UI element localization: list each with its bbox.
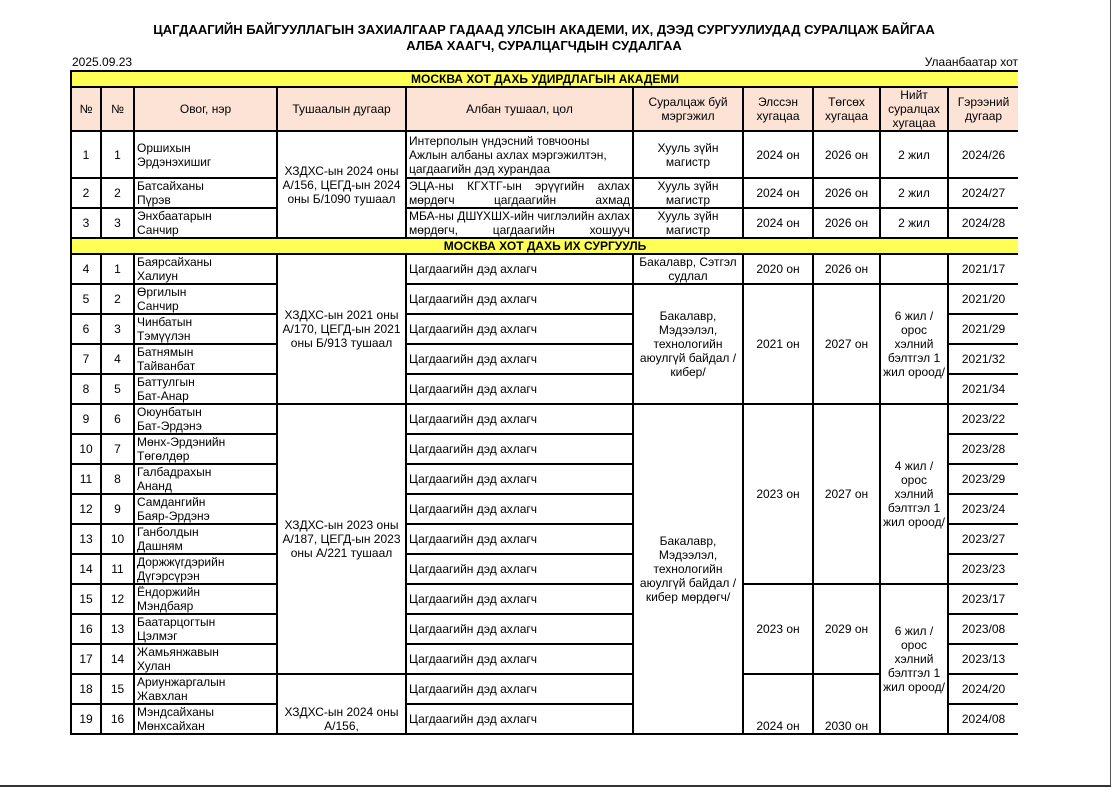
document-title: ЦАГДААГИЙН БАЙГУУЛЛАГЫН ЗАХИАЛГААР ГАДААД УЛСЫН АКАДЕМИ, ИХ, ДЭЭД СУРГУУЛИУДАД СУРАЛЦАЖ БАЙГАА АЛБА ХААГЧ, СУРАЛЦАГЧДЫН СУДАЛГАА [153,22,935,53]
row-number: 4 [71,254,101,284]
name-surname: Баттулгын [137,375,195,389]
row-number: 16 [71,614,101,644]
name-name: Хулан [137,659,171,673]
name-surname: Энхбаатарын [137,209,212,223]
column-header: Гэрээний дугаар [948,87,1018,131]
order-cell: ХЗДХС-ын 2023 оны А/187, ЦЕГД-ын 2023 оны А/221 тушаал [277,404,406,674]
section-title: МОСКВА ХОТ ДАХЬ ИХ СУРГУУЛЬ [71,238,1018,254]
table-row [71,178,1018,208]
name-surname: Доржжүгдэрийн [137,555,225,569]
name-cell [134,434,277,464]
name-cell [134,704,277,734]
name-cell [134,284,277,314]
position-cell: Цагдаагийн дэд ахлагч [406,254,633,284]
major-cell: Бакалавр, Сэтгэл судлал [633,254,743,284]
row-index: 16 [101,704,134,734]
contract-cell: 2023/24 [948,494,1018,524]
start-cell: 2024 он [743,674,813,734]
name-name: Цэлмэг [137,629,178,643]
end-cell: 2026 он [813,254,880,284]
name-name: Дүгэрсүрэн [137,569,200,583]
position-cell: Цагдаагийн дэд ахлагч [406,554,633,584]
column-header: Тушаалын дугаар [277,87,406,131]
row-index: 5 [101,374,134,404]
start-cell: 2024 он [743,178,813,208]
contract-cell: 2023/29 [948,464,1018,494]
row-number: 14 [71,554,101,584]
contract-cell: 2021/34 [948,374,1018,404]
end-cell: 2026 он [813,131,880,178]
major-cell: Бакалавр, Мэдээлэл, технологийн аюулгүй байдал /кибер/ [633,284,743,404]
position-cell: Цагдаагийн дэд ахлагч [406,464,633,494]
contract-cell: 2023/23 [948,554,1018,584]
row-number: 6 [71,314,101,344]
major-cell: Бакалавр, Мэдээлэл, технологийн аюулгүй байдал /кибер мөрдөгч/ [633,404,743,734]
row-number: 3 [71,208,101,238]
table-row [71,131,1018,178]
position-cell: Цагдаагийн дэд ахлагч [406,314,633,344]
name-surname: Ёндоржийн [137,585,201,599]
row-index: 12 [101,584,134,614]
column-header: Овог, нэр [134,87,277,131]
contract-cell: 2024/20 [948,674,1018,704]
major-cell: Хууль зүйн магистр [633,178,743,208]
name-surname: Оршихын [137,140,191,155]
contract-cell: 2023/08 [948,614,1018,644]
name-name: Дашням [137,539,183,553]
row-number: 18 [71,674,101,704]
position-cell: Цагдаагийн дэд ахлагч [406,494,633,524]
section-title: МОСКВА ХОТ ДАХЬ УДИРДЛАГЫН АКАДЕМИ [71,71,1018,87]
row-number: 15 [71,584,101,614]
end-cell: 2027 он [813,284,880,404]
start-cell: 2021 он [743,284,813,404]
name-surname: Баярсайханы [137,255,212,269]
name-name: Санчир [137,299,179,313]
row-number: 19 [71,704,101,734]
row-index: 14 [101,644,134,674]
column-header: Элссэн хугацаа [743,87,813,131]
row-index: 9 [101,494,134,524]
position-cell: МБА-ны ДШҮХШХ-ийн чиглэлийн ахлах мөрдөгч, цагдаагийн хошууч [406,208,633,238]
contract-cell: 2024/27 [948,178,1018,208]
contract-cell: 2023/28 [948,434,1018,464]
header-row [71,87,1018,131]
row-index: 2 [101,284,134,314]
row-index: 15 [101,674,134,704]
name-cell [134,554,277,584]
row-number: 8 [71,374,101,404]
row-index: 6 [101,404,134,434]
start-cell: 2024 он [743,131,813,178]
table-row [71,254,1018,284]
position-cell: Цагдаагийн дэд ахлагч [406,374,633,404]
column-header: Нийт суралцах хугацаа [880,87,948,131]
row-number: 12 [71,494,101,524]
row-index: 11 [101,554,134,584]
position-cell: Цагдаагийн дэд ахлагч [406,674,633,704]
row-index: 2 [101,178,134,208]
row-index: 10 [101,524,134,554]
start-cell: 2023 он [743,404,813,584]
row-index: 1 [101,254,134,284]
name-name: Тайванбат [137,359,196,373]
row-number: 17 [71,644,101,674]
name-name: Жавхлан [137,689,188,703]
name-surname: Батсайханы [137,179,204,193]
name-surname: Оюунбатын [137,405,202,419]
start-cell: 2024 он [743,208,813,238]
end-cell: 2027 он [813,404,880,584]
major-cell: Хууль зүйн магистр [633,131,743,178]
contract-cell: 2023/13 [948,644,1018,674]
position-cell: Цагдаагийн дэд ахлагч [406,524,633,554]
section-band [71,238,1018,254]
duration-cell: 2 жил [880,178,948,208]
end-cell: 2026 он [813,178,880,208]
contract-cell: 2021/17 [948,254,1018,284]
name-name: Мэндбаяр [137,599,194,613]
row-number: 9 [71,404,101,434]
name-surname: Жамьянжавын [137,645,219,659]
name-cell [134,524,277,554]
name-surname: Чинбатын [137,315,193,329]
table-row [71,284,1018,314]
contract-cell: 2021/32 [948,344,1018,374]
duration-cell: 6 жил /орос хэлний бэлтгэл 1 жил ороод/ [880,284,948,404]
column-header: № [71,87,101,131]
duration-cell: 2 жил [880,131,948,178]
position-cell: Цагдаагийн дэд ахлагч [406,404,633,434]
name-surname: Самдангийн [137,495,206,509]
duration-cell: 4 жил /орос хэлний бэлтгэл 1 жил ороод/ [880,404,948,584]
start-cell: 2020 он [743,254,813,284]
position-cell: Цагдаагийн дэд ахлагч [406,704,633,734]
name-name: Мөнхсайхан [137,719,205,733]
name-surname: Батнямын [137,345,194,359]
table-row [71,404,1018,434]
name-cell [134,614,277,644]
name-cell [134,674,277,704]
end-cell: 2026 он [813,208,880,238]
contract-cell: 2023/27 [948,524,1018,554]
table-row [71,674,1018,704]
end-cell: 2029 он [813,584,880,674]
name-name: Санчир [137,223,179,237]
duration-cell: 2 жил [880,208,948,238]
column-header: Төгсөх хугацаа [813,87,880,131]
row-index: 7 [101,434,134,464]
row-number: 1 [71,131,101,178]
name-surname: Ганболдын [137,525,199,539]
row-index: 8 [101,464,134,494]
row-number: 11 [71,464,101,494]
name-cell [134,178,277,208]
document-date: 2025.09.23 [72,55,133,69]
end-cell: 2030 он [813,674,880,734]
major-cell: Хууль зүйн магистр [633,208,743,238]
contract-cell: 2023/17 [948,584,1018,614]
order-cell: ХЗДХС-ын 2021 оны А/170, ЦЕГД-ын 2021 оны Б/913 тушаал [277,254,406,404]
row-number: 13 [71,524,101,554]
name-name: Тэмүүлэн [137,329,191,343]
name-name: Бат-Эрдэнэ [137,419,202,433]
position-cell: Цагдаагийн дэд ахлагч [406,434,633,464]
name-cell [134,344,277,374]
position-cell: Цагдаагийн дэд ахлагч [406,614,633,644]
name-name: Эрдэнэхишиг [137,154,212,169]
name-surname: Баатарцогтын [137,615,216,629]
name-cell [134,404,277,434]
row-index: 4 [101,344,134,374]
contract-cell: 2024/08 [948,704,1018,734]
contract-cell: 2024/26 [948,131,1018,178]
position-cell: Интерполын үндэсний товчооны Ажлын албаны ахлах мэргэжилтэн, цагдаагийн дэд хурандаа [406,131,633,178]
order-cell: ХЗДХС-ын 2024 оны А/156, ЦЕГД-ын 2024 оны Б/1090 тушаал [277,131,406,238]
table-row [71,208,1018,238]
row-number: 5 [71,284,101,314]
contract-cell: 2021/20 [948,284,1018,314]
contract-cell: 2024/28 [948,208,1018,238]
row-index: 3 [101,314,134,344]
name-name: Пүрэв [137,193,171,207]
position-cell: Цагдаагийн дэд ахлагч [406,284,633,314]
name-name: Төгөлдөр [137,449,190,463]
name-surname: Галбадрахын [137,465,212,479]
column-header: № [101,87,134,131]
position-cell: Цагдаагийн дэд ахлагч [406,644,633,674]
row-number: 7 [71,344,101,374]
row-number: 10 [71,434,101,464]
section-band [71,71,1018,87]
column-header: Албан тушаал, цол [406,87,633,131]
name-cell [134,254,277,284]
position-cell: ЭЦА-ны КГХТГ-ын эрүүгийн ахлах мөрдөгч цагдаагийн ахмад [406,178,633,208]
name-surname: Өргилын [137,285,187,299]
order-cell: ХЗДХС-ын 2024 оны А/156, [277,674,406,734]
name-surname: Мөнх-Эрдэнийн [137,435,226,449]
duration-cell: 6 жил /орос хэлний бэлтгэл 1 жил ороод/ [880,584,948,734]
name-cell [134,494,277,524]
start-cell: 2023 он [743,584,813,674]
document-city: Улаанбаатар хот [924,55,1018,69]
row-number: 2 [71,178,101,208]
row-index: 13 [101,614,134,644]
position-cell: Цагдаагийн дэд ахлагч [406,344,633,374]
students-table [70,70,1018,735]
name-name: Бат-Анар [137,389,189,403]
name-cell [134,464,277,494]
name-surname: Мэндсайханы [137,705,215,719]
name-name: Халиун [137,269,179,283]
position-cell: Цагдаагийн дэд ахлагч [406,584,633,614]
name-cell [134,131,277,178]
contract-cell: 2023/22 [948,404,1018,434]
column-header: Суралцаж буй мэргэжил [633,87,743,131]
name-cell [134,314,277,344]
name-cell [134,584,277,614]
row-index: 3 [101,208,134,238]
contract-cell: 2021/29 [948,314,1018,344]
name-name: Баяр-Эрдэнэ [137,509,210,523]
name-cell [134,644,277,674]
duration-cell [880,254,948,284]
name-cell [134,208,277,238]
name-name: Ананд [137,479,172,493]
table-row [71,584,1018,614]
name-cell [134,374,277,404]
row-index: 1 [101,131,134,178]
name-surname: Ариунжаргалын [137,675,226,689]
